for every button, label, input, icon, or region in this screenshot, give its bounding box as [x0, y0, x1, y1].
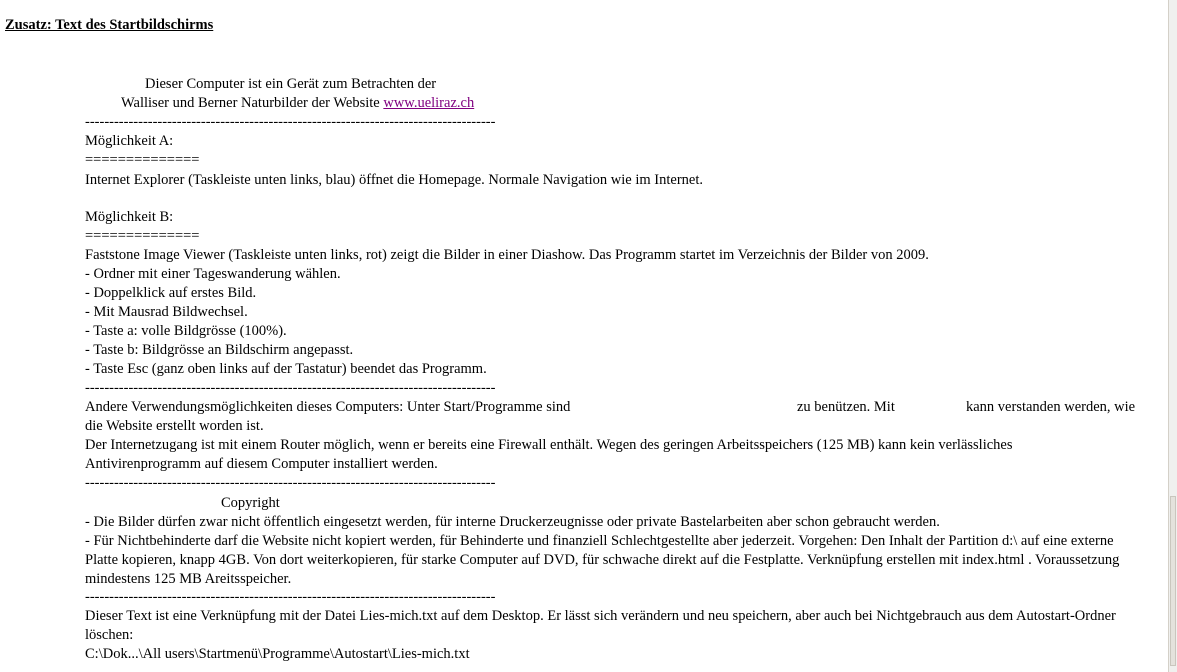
- scrollbar-thumb[interactable]: [1170, 496, 1176, 666]
- separator-line: -------------------------------------------------------------------------------------: [85, 114, 496, 130]
- copyright-title: Copyright: [221, 495, 280, 511]
- copyright-item-2: - Für Nichtbehinderte darf die Website nicht kopiert werden, für Behinderte und finanziell Schlechtgestellte aber jederzeit. Vorgehen: Den Inhalt der Partition d:\ auf eine externe Platte kopieren, knapp 4GB. Von dort weiterkopieren, für starke Computer auf DVD, für schwache direkt auf die Festplatte. Verknüpfung erstellen mit index.html . Voraussetzung mindestens 125 MB Areitsspeicher.: [85, 533, 1120, 587]
- internet-access-text: Der Internetzugang ist mit einem Router möglich, wenn er bereits eine Firewall enthält. Wegen des geringen Arbeitsspeichers (125 MB) kann kein verlässliches Antivirenprogramm auf diesem Computer installiert werden.: [85, 437, 1013, 472]
- option-b-item: - Ordner mit einer Tageswanderung wählen.: [85, 266, 341, 282]
- option-b-item: - Taste Esc (ganz oben links auf der Tastatur) beendet das Programm.: [85, 361, 487, 377]
- footer-text: Dieser Text ist eine Verknüpfung mit der Datei Lies-mich.txt auf dem Desktop. Er lässt sich verändern und neu speichern, aber auch bei Nichtgebrauch aus dem Autostart-Ordner löschen:: [85, 608, 1116, 643]
- option-a-underline: ==============: [85, 152, 200, 168]
- separator-line: -------------------------------------------------------------------------------------: [85, 380, 496, 396]
- intro-line-2: [121, 94, 474, 113]
- option-b-item: - Taste a: volle Bildgrösse (100%).: [85, 323, 287, 339]
- other-uses-part-1: Andere Verwendungsmöglichkeiten dieses Computers: Unter Start/Programme sind: [85, 399, 571, 415]
- separator-line: -------------------------------------------------------------------------------------: [85, 589, 496, 605]
- other-uses-line-2: die Website erstellt worden ist.: [85, 418, 264, 434]
- option-a-text: Internet Explorer (Taskleiste unten links, blau) öffnet die Homepage. Normale Navigation wie im Internet.: [85, 172, 703, 188]
- intro-line-1: Dieser Computer ist ein Gerät zum Betrachten der: [145, 76, 437, 92]
- copyright-item-1: - Die Bilder dürfen zwar nicht öffentlich eingesetzt werden, für interne Druckerzeugnisse oder private Bastelarbeiten aber schon gebraucht werden.: [85, 514, 940, 530]
- option-b-title: Möglichkeit B:: [85, 209, 174, 225]
- intro-line-2-text: Walliser und Berner Naturbilder der Website: [121, 95, 384, 111]
- footer-path: C:\Dok...\All users\Startmenü\Programme\Autostart\Lies-mich.txt: [85, 646, 470, 662]
- option-b-item: - Doppelklick auf erstes Bild.: [85, 285, 257, 301]
- website-link[interactable]: www.ueliraz.ch: [383, 95, 475, 111]
- other-uses-part-2: zu benützen. Mit: [797, 399, 895, 415]
- other-uses-part-3: kann verstanden werden, wie: [966, 399, 1136, 415]
- option-b-item: - Mit Mausrad Bildwechsel.: [85, 304, 248, 320]
- page-heading: Zusatz: Text des Startbildschirms: [5, 17, 214, 33]
- vertical-scrollbar[interactable]: [1168, 0, 1177, 672]
- separator-line: -------------------------------------------------------------------------------------: [85, 475, 496, 491]
- option-b-underline: ==============: [85, 228, 200, 244]
- option-b-item: - Taste b: Bildgrösse an Bildschirm angepasst.: [85, 342, 354, 358]
- option-b-text: Faststone Image Viewer (Taskleiste unten links, rot) zeigt die Bilder in einer Diashow. Das Programm startet im Verzeichnis der Bilder von 2009.: [85, 247, 929, 263]
- option-a-title: Möglichkeit A:: [85, 133, 174, 149]
